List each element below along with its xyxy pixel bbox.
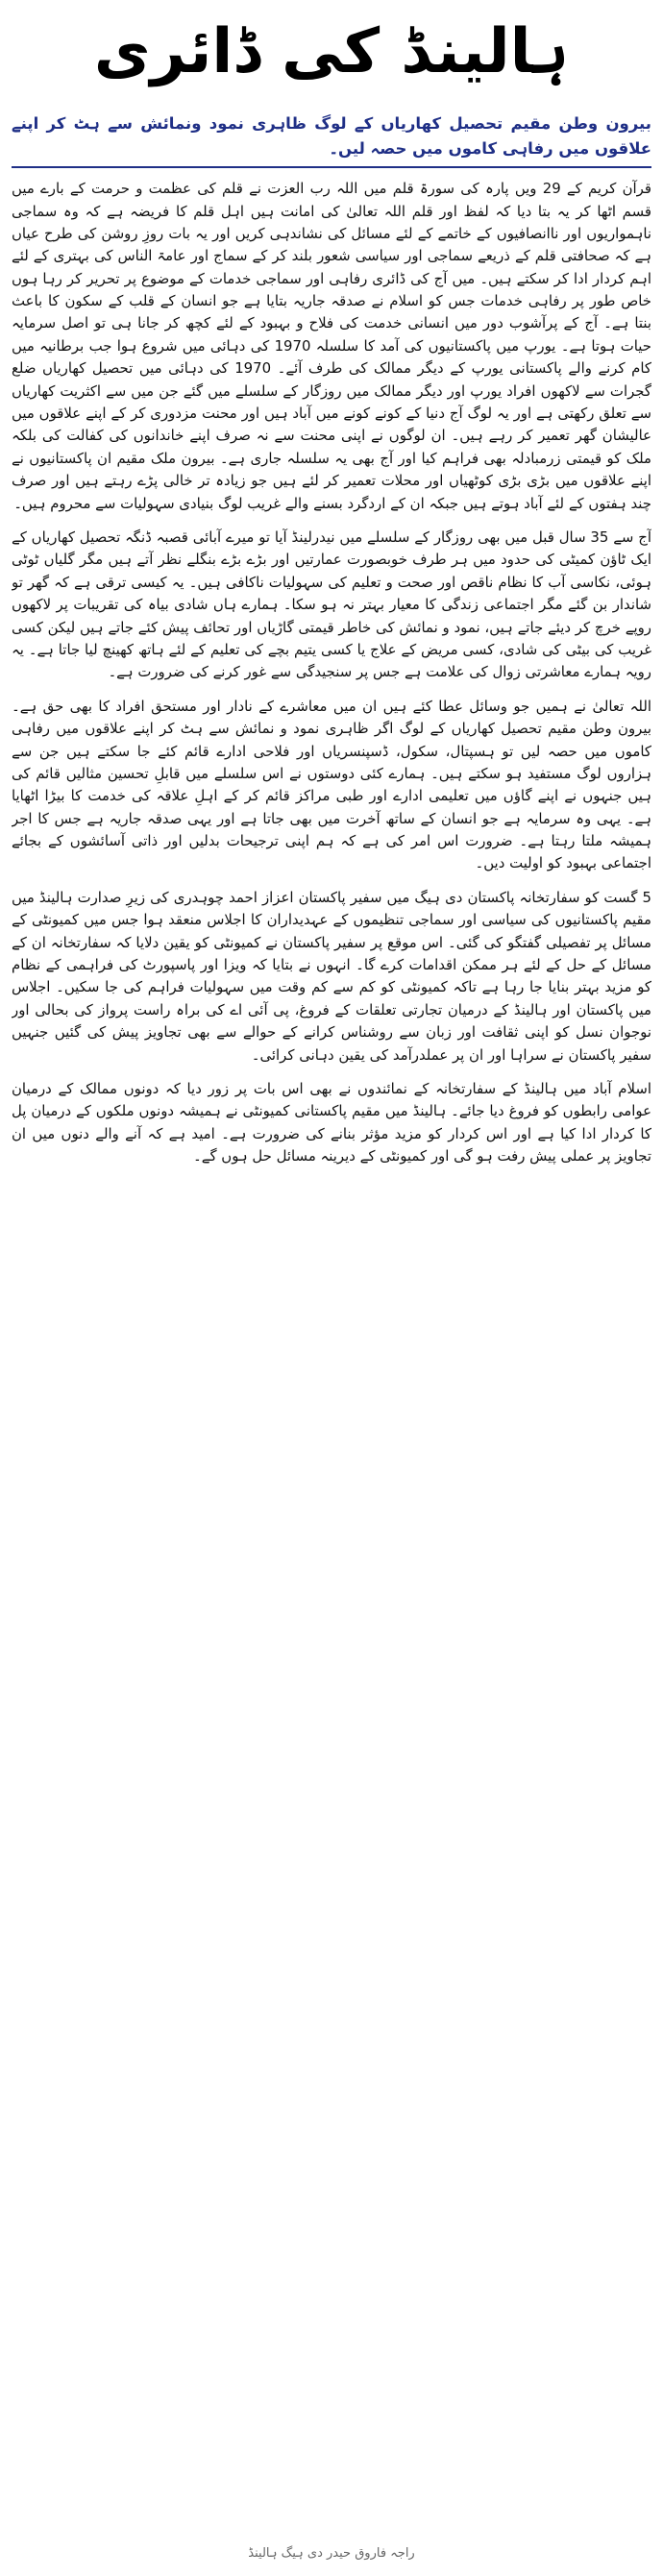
paragraph: آج سے 35 سال قبل میں بھی روزگار کے سلسلے میں نیدرلینڈ آیا تو میرے آبائی قصبہ ڈنگہ تحصیل کھاریاں کے ایک ٹاؤن کمیٹی کی حدود میں ہر طرف خوبصورت عمارتیں اور بڑے بڑے بنگلے نظر آتے ہیں مگر گلیاں ٹوٹی ہوئی، نکاسی آب کا نظام ناقص اور صحت و تعلیم کی سہولیات ناکافی ہیں۔ یہ کیسی ترقی ہے کہ گھر تو شاندار بن گئے مگر اجتماعی زندگی کا معیار بہتر نہ ہو سکا۔ ہمارے ہاں شادی بیاہ کی تقریبات پر لاکھوں روپے خرچ کر دیئے جاتے ہیں، نمود و نمائش کی خاطر قیمتی گاڑیاں اور تحائف پیش کئے جاتے ہیں لیکن کسی غریب کی بیٹی کی شادی، کسی مریض کے علاج یا کسی یتیم بچے کی تعلیم کے لئے ہاتھ کھینچ لیا جاتا ہے۔ یہ رویہ ہمارے معاشرتی زوال کی علامت ہے جس پر سنجیدگی سے غور کرنے کی ضرورت ہے۔ — [12, 527, 651, 681]
paragraph: اللہ تعالیٰ نے ہمیں جو وسائل عطا کئے ہیں ان میں معاشرے کے نادار اور مستحق افراد کا بھی حق ہے۔ بیرون وطن مقیم تحصیل کھاریاں کے لوگ اگر ظاہری نمود و نمائش سے ہٹ کر اپنے علاقوں میں رفاہی کاموں میں حصہ لیں تو ہسپتال، سکول، ڈسپنسریاں اور فلاحی ادارے قائم کئے جا سکتے ہیں جن سے ہزاروں لوگ مستفید ہو سکتے ہیں۔ ہمارے کئی دوستوں نے اس سلسلے میں قابلِ تحسین مثالیں قائم کی ہیں جنہوں نے اپنے گاؤں میں تعلیمی ادارے اور طبی مراکز قائم کر کے اہلِ علاقہ کی خدمت کا بیڑا اٹھایا ہے۔ یہی وہ سرمایہ ہے جو انسان کے ساتھ آخرت میں بھی جاتا ہے اور یہی صدقہ جاریہ ہے جس کا اجر ہمیشہ ملتا رہتا ہے۔ ضرورت اس امر کی ہے کہ ہم اپنی ترجیحات بدلیں اور ذاتی آسائشوں کے بجائے اجتماعی بہبود کو اولیت دیں۔ — [12, 697, 651, 872]
paragraph: قرآن کریم کے 29 ویں پارہ کی سورۃ قلم میں اللہ رب العزت نے قلم کی عظمت و حرمت کے بارے میں قسم اٹھا کر یہ بتا دیا کہ لفظ اور قلم اللہ تعالیٰ کی امانت ہیں اہل قلم کا فریضہ ہے کہ وہ سماجی ناہمواریوں اور ناانصافیوں کے خاتمے کے لئے مسائل کی نشاندہی کریں اور یہ بات روزِ روشن کی طرح عیاں ہے کہ صحافتی قلم کے ذریعے سماجی اور سیاسی شعور بلند کر کے سماج اور عامۃ الناس کی بہتری کے لئے اہم کردار ادا کر سکتے ہیں۔ میں آج کی ڈائری رفاہی اور سماجی خدمات کے موضوع پر تحریر کر رہا ہوں خاص طور پر رفاہی خدمات جس کو اسلام نے صدقہ جاریہ بتایا ہے جو انسان کے قلب کے سکون کا باعث بنتا ہے۔ آج کے پرآشوب دور میں انسانی خدمت کی فلاح و بہبود کے لئے کچھ کر جانا ہی تو اصل سرمایہ حیات ہوتا ہے۔ یورپ میں پاکستانیوں کی آمد کا سلسلہ 1970 کی دہائی میں شروع ہوا جب برطانیہ میں کام کرنے والے پاکستانی یورپ کے دیگر ممالک کی طرف آئے۔ 1970 کی دہائی میں تحصیل کھاریاں ضلع گجرات سے لاکھوں افراد یورپ اور دیگر ممالک میں روزگار کے سلسلے میں گئے جن میں سے اکثریت کھاریاں سے تعلق رکھتی ہے اور یہ لوگ آج دنیا کے کونے کونے میں آباد ہیں اور محنت مزدوری کر کے اپنے علاقوں میں عالیشان گھر تعمیر کر رہے ہیں۔ ان لوگوں نے اپنی محنت سے نہ صرف اپنے خاندانوں کی کفالت کی بلکہ ملک کو قیمتی زرمبادلہ بھی فراہم کیا اور آج بھی یہ سلسلہ جاری ہے۔ بیرون ملک مقیم ان پاکستانیوں نے اپنے علاقوں میں بڑی بڑی کوٹھیاں اور محلات تعمیر کر لئے ہیں جو زیادہ تر خالی پڑے رہتے ہیں اور صرف چند ہفتوں کے لئے آباد ہوتے ہیں جبکہ ان کے اردگرد بسنے والے غریب لوگ بنیادی سہولیات سے محروم ہیں۔ — [12, 180, 651, 512]
column-subheading: بیرون وطن مقیم تحصیل کھاریاں کے لوگ ظاہری نمود ونمائش سے ہٹ کر اپنے علاقوں میں رفاہی کاموں میں حصہ لیں۔ — [12, 111, 651, 168]
paragraph: 5 گست کو سفارتخانہ پاکستان دی ہیگ میں سفیر پاکستان اعزاز احمد چوہدری کی زیرِ صدارت ہالینڈ میں مقیم پاکستانیوں کی سیاسی اور سماجی تنظیموں کے عہدیداران کا اجلاس منعقد ہوا جس میں کمیونٹی کے مسائل پر تفصیلی گفتگو کی گئی۔ اس موقع پر سفیر پاکستان نے کمیونٹی کو یقین دلایا کہ سفارتخانہ ان کے مسائل کے حل کے لئے ہر ممکن اقدامات کرے گا۔ انہوں نے بتایا کہ ویزا اور پاسپورٹ کی فراہمی کے نظام کو مزید بہتر بنایا جا رہا ہے تاکہ کمیونٹی کو کم سے کم وقت میں سہولیات فراہم کی جا سکیں۔ اجلاس میں پاکستان اور ہالینڈ کے درمیان تجارتی تعلقات کے فروغ، پی آئی اے کی براہ راست پرواز کی بحالی اور نوجوان نسل کو اپنی ثقافت اور زبان سے روشناس کرانے کے حوالے سے بھی تجاویز پیش کی گئیں جنہیں سفیر پاکستان نے سراہا اور ان پر عملدرآمد کی یقین دہانی کرائی۔ — [12, 888, 651, 1064]
paragraph: اسلام آباد میں ہالینڈ کے سفارتخانہ کے نمائندوں نے بھی اس بات پر زور دیا کہ دونوں ممالک کے درمیان عوامی رابطوں کو فروغ دیا جائے۔ ہالینڈ میں مقیم پاکستانی کمیونٹی نے ہمیشہ دونوں ملکوں کے درمیان پل کا کردار ادا کیا ہے اور اس کردار کو مزید مؤثر بنانے کی ضرورت ہے۔ امید ہے کہ آنے والے دنوں میں ان تجاویز پر عملی پیش رفت ہو گی اور کمیونٹی کے دیرینہ مسائل حل ہوں گے۔ — [12, 1079, 651, 1165]
column-body — [12, 178, 651, 2539]
column-title: ہالینڈ کی ڈائری — [93, 16, 570, 87]
author-byline: راجہ فاروق حیدر دی ہیگ ہالینڈ — [248, 2546, 415, 2561]
